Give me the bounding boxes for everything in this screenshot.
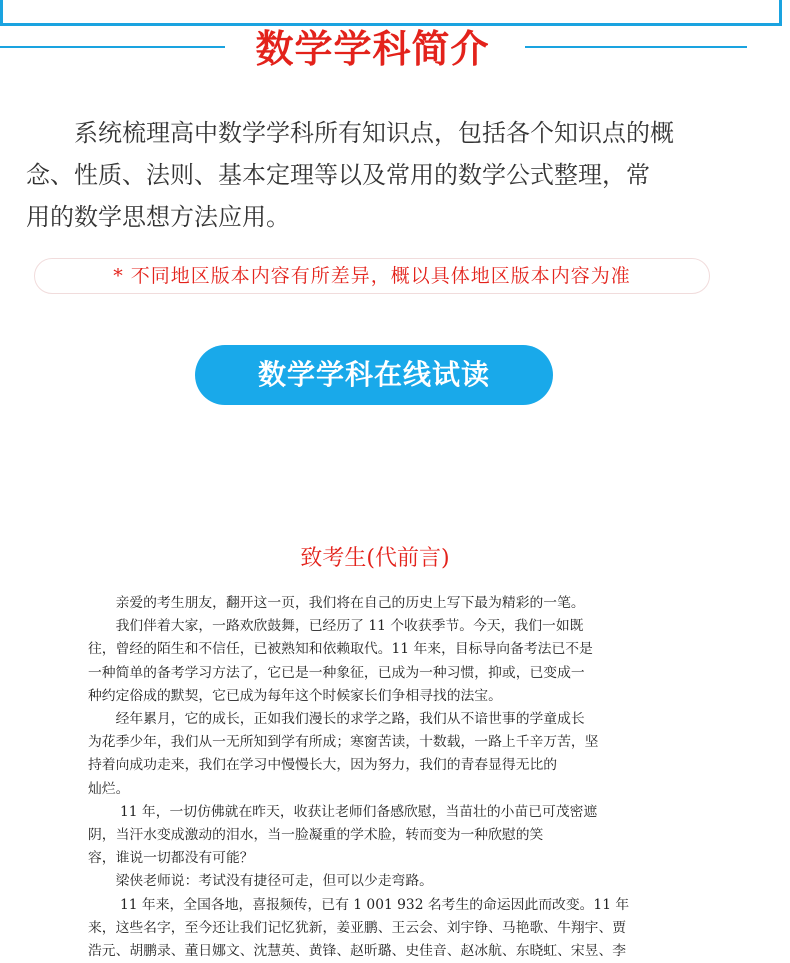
book-line: 来，这些名字，至今还让我们记忆犹新，姜亚鹏、王云会、刘宇铮、马艳歌、牛翔宇、贾 (88, 919, 627, 936)
book-line: 亲爱的考生朋友，翻开这一页，我们将在自己的历史上写下最为精彩的一笔。 (88, 595, 585, 611)
section-title: 数学学科简介 (255, 27, 490, 71)
book-line: 一种简单的备考学习方法了，它已是一种象征，已成为一种习惯，抑或，已变成一 (88, 664, 585, 681)
book-line: 阴，当汗水变成激动的泪水，当一脸凝重的学术脸，转而变为一种欣慰的笑 (88, 827, 544, 844)
book-page-text (88, 592, 668, 963)
book-line: 为花季少年，我们从一无所知到学有所成；寒窗苦读，十数载，一路上千辛万苦，坚 (88, 734, 599, 751)
book-line: 梁侠老师说：考试没有捷径可走，但可以少走弯路。 (88, 873, 433, 890)
book-line: 11 年，一切仿佛就在昨天，收获让老师们备感欣慰，当苗壮的小苗已可茂密遮 (88, 803, 598, 820)
book-line: 种约定俗成的默契，它已成为每年这个时候家长们争相寻找的法宝。 (88, 687, 502, 704)
region-notice: * 不同地区版本内容有所差异，概以具体地区版本内容为准 (34, 258, 710, 294)
intro-paragraph (26, 112, 726, 238)
online-preview-button[interactable]: 数学学科在线试读 (195, 345, 553, 405)
book-line: 我们伴着大家，一路欢欣鼓舞，已经历了 11 个收获季节。今天，我们一如既 (88, 618, 584, 635)
book-line: 经年累月，它的成长，正如我们漫长的求学之路，我们从不谙世事的学童成长 (88, 711, 585, 728)
book-page-title: 致考生(代前言) (300, 546, 450, 571)
book-line: 持着向成功走来，我们在学习中慢慢长大，因为努力，我们的青春显得无比的 (88, 757, 558, 774)
book-line: 浩元、胡鹏录、董日娜文、沈慧英、黄锋、赵昕璐、史佳音、赵冰航、东晓虹、宋昱、李 (88, 943, 627, 960)
top-frame (0, 0, 782, 26)
book-line: 容，谁说一切都没有可能？ (88, 850, 254, 867)
book-line: 灿烂。 (88, 780, 130, 797)
book-line: 11 年来，全国各地，喜报频传，已有 1 001 932 名考生的命运因此而改变。11 年 (88, 896, 630, 913)
intro-line: 系统梳理高中数学学科所有知识点，包括各个知识点的概 (26, 119, 674, 147)
book-line: 往，曾经的陌生和不信任，已被熟知和依赖取代。11 年来，目标导向备考法已不是 (88, 641, 593, 658)
intro-line: 念、性质、法则、基本定理等以及常用的数学公式整理，常 (26, 161, 650, 189)
intro-line: 用的数学思想方法应用。 (26, 203, 290, 231)
